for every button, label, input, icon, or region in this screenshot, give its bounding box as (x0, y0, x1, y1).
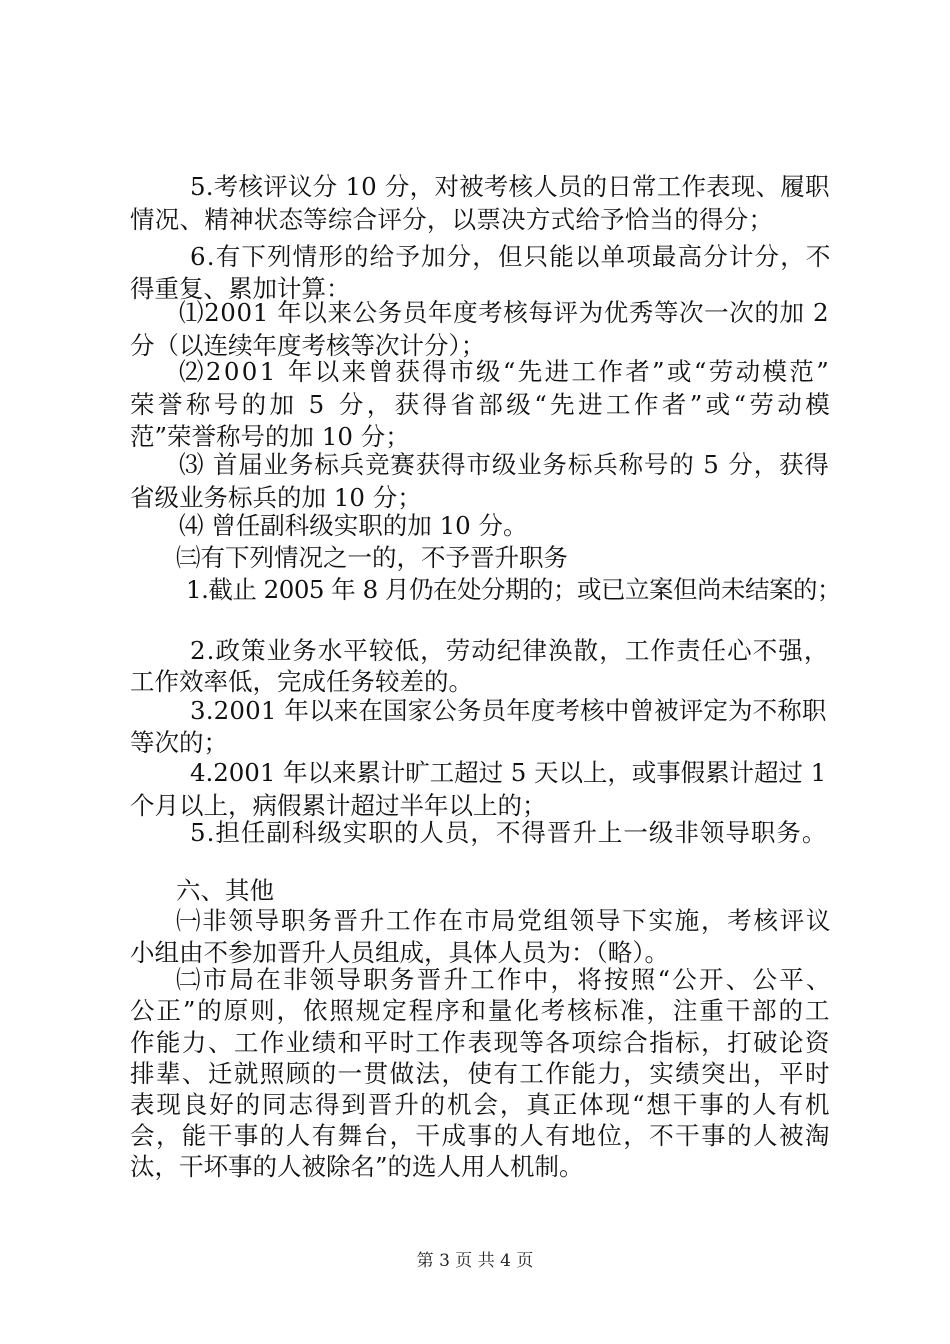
paragraph-line: 工作效率低，完成任务较差的。 (130, 667, 473, 696)
paragraph-line: 5.担任副科级实职的人员，不得晋升上一级非领导职务。 (190, 818, 828, 847)
paragraph-line: 情况、精神状态等综合评分，以票决方式给予恰当的得分； (130, 205, 774, 234)
paragraph-line: 小组由不参加晋升人员组成，具体人员为：（略）。 (130, 938, 669, 967)
paragraph-line: ㈢有下列情况之一的，不予晋升职务 (176, 543, 568, 572)
paragraph-line: 1.截止 2005 年 8 月仍在处分期的；或已立案但尚未结案的； (186, 575, 841, 604)
paragraph-line: 2.政策业务水平较低，劳动纪律涣散，工作责任心不强， (190, 636, 830, 665)
paragraph-line: 表现良好的同志得到晋升的机会，真正体现“想干事的人有机 (130, 1090, 832, 1119)
paragraph-line: 荣誉称号的加 5 分，获得省部级“先进工作者”或“劳动模 (130, 390, 834, 419)
paragraph-line: 汰，干坏事的人被除名”的选人用人机制。 (130, 1152, 584, 1181)
paragraph-line: 3.2001 年以来在国家公务员年度考核中曾被评定为不称职 (190, 696, 827, 725)
paragraph-line: ㈡市局在非领导职务晋升工作中，将按照“公开、公平、 (176, 965, 833, 994)
paragraph-line: ⑵2001 年以来曾获得市级“先进工作者”或“劳动模范” (179, 357, 832, 386)
paragraph-line: 4.2001 年以来累计旷工超过 5 天以上，或事假累计超过 1 (190, 758, 827, 787)
paragraph-line: 6.有下列情形的给予加分，但只能以单项最高分计分，不 (190, 242, 832, 271)
page-footer: 第 3 页 共 4 页 (416, 1251, 534, 1271)
paragraph-line: 得重复、累加计算： (130, 274, 351, 303)
paragraph-line: ⑴2001 年以来公务员年度考核每评为优秀等次一次的加 2 (179, 298, 830, 327)
paragraph-line: 个月以上，病假累计超过半年以上的； (130, 791, 547, 820)
paragraph-line: ㈠非领导职务晋升工作在市局党组领导下实施，考核评议 (176, 906, 833, 935)
paragraph-line: 等次的； (130, 728, 228, 757)
paragraph-line: ⑷ 曾任副科级实职的加 10 分。 (179, 511, 528, 540)
paragraph-line: 省级业务标兵的加 10 分； (130, 483, 422, 512)
paragraph-line: 分（以连续年度考核等次计分）； (130, 331, 486, 360)
paragraph-line: 会，能干事的人有舞台，干成事的人有地位，不干事的人被淘 (130, 1121, 831, 1150)
paragraph-line: 5.考核评议分 10 分，对被考核人员的日常工作表现、履职 (190, 172, 830, 201)
paragraph-line: ⑶ 首届业务标兵竞赛获得市级业务标兵称号的 5 分，获得 (179, 450, 830, 479)
paragraph-line: 六、其他 (176, 876, 274, 905)
paragraph-line: 排辈、迁就照顾的一贯做法，使有工作能力，实绩突出，平时 (130, 1059, 831, 1088)
paragraph-line: 范”荣誉称号的加 10 分； (130, 422, 410, 451)
paragraph-line: 公正”的原则，依照规定程序和量化考核标准，注重干部的工 (130, 996, 832, 1025)
paragraph-line: 作能力、工作业绩和平时工作表现等各项综合指标，打破论资 (130, 1028, 831, 1057)
